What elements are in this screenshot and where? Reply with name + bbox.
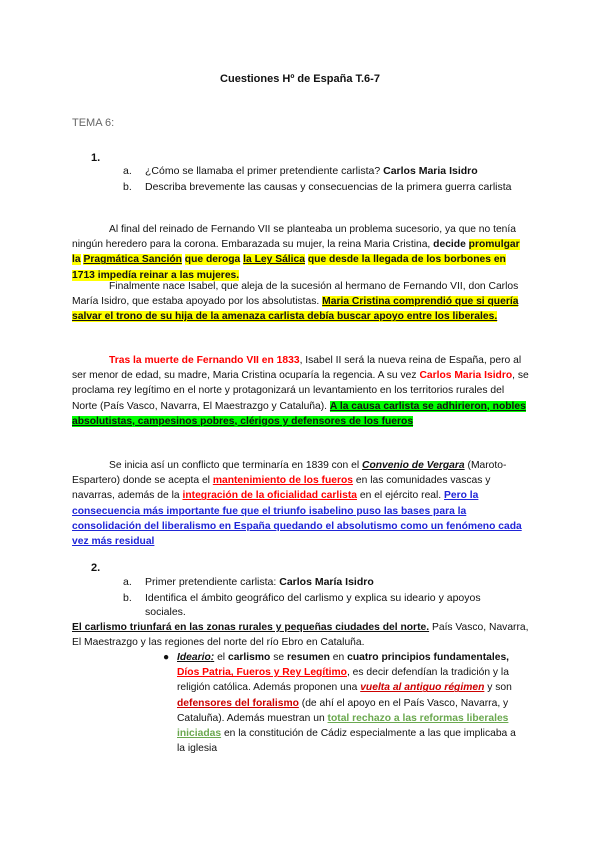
question-2b bbox=[123, 591, 523, 619]
p3-text-2: , se proclama rey legítimo en el norte y protagonizará un levantamiento en los territorios rurales del Norte (País Vasco, Navarra, El Maestrazgo y Cataluña). bbox=[72, 370, 529, 412]
ideario-el: el bbox=[217, 652, 226, 663]
page-title: Cuestiones Hº de España T.6-7 bbox=[220, 73, 380, 85]
bullet-icon: ● bbox=[163, 652, 170, 663]
question-2a-text: Primer pretendiente carlista: bbox=[145, 576, 277, 588]
ideario-colon: : bbox=[210, 652, 215, 663]
p3-red-text: Tras la muerte de Fernando VII en 1833 bbox=[109, 355, 300, 366]
ideario-en: en bbox=[332, 652, 345, 663]
p1-ley-salica: la Ley Sálica bbox=[243, 254, 305, 266]
p1-decide: decide bbox=[433, 239, 466, 251]
question-1b bbox=[123, 180, 523, 194]
p5-bold-text: El carlismo triunfará en las zonas rurales y pequeñas ciudades del norte. bbox=[72, 622, 430, 633]
ideario-carlismo: carlismo bbox=[227, 652, 271, 663]
p4-convenio-de-vergara: Convenio de Vergara bbox=[362, 460, 465, 471]
question-1a-text: ¿Cómo se llamaba el primer pretendiente carlista? bbox=[145, 165, 381, 177]
p4-mantenimiento-fueros: mantenimiento de los fueros bbox=[212, 475, 354, 487]
ideario-vuelta-antiguo-regimen: vuelta al antiguo régimen bbox=[360, 682, 485, 694]
p3-carlos-maria-isidro: Carlos Maria Isidro bbox=[419, 370, 513, 382]
paragraph-2 bbox=[72, 279, 530, 325]
p4-text-2: (Maroto-Espartero) donde se acepta el bbox=[72, 460, 507, 487]
p3-green-highlight: A la causa carlista se adhirieron, nobles absolutistas, campesinos pobres, clérigos y defensores de los fueros bbox=[72, 400, 526, 427]
p5-text: País Vasco, Navarra, El Maestrazgo y las regiones del norte del río Ebro en Cataluña. bbox=[72, 622, 529, 649]
ideario-se: se bbox=[273, 652, 285, 663]
p4-text: Se inicia así un conflicto que terminaría en 1839 con el bbox=[109, 460, 360, 471]
list-marker: b. bbox=[123, 592, 132, 604]
ideario-text-3: en la constitución de Cádiz especialmente a las que implicaba a la iglesia bbox=[177, 728, 516, 755]
p2-text: Finalmente nace Isabel, que aleja de la sucesión al hermano de Fernando VII, don Carlos María Isidro, que estaba apoyado por los absolutistas. bbox=[72, 281, 519, 308]
p1-que-deroga: que deroga bbox=[184, 254, 241, 266]
p1-la: la bbox=[72, 254, 81, 266]
ideario-resumen: resumen bbox=[286, 652, 330, 663]
question-2a bbox=[123, 575, 523, 589]
ideario-dios-patria: Díos Patria, Fueros y Rey Legítimo bbox=[177, 667, 347, 679]
question-2-number: 2. bbox=[91, 562, 101, 574]
p3-text: , Isabel II será la nueva reina de España, pero al ser menor de edad, su madre, Maria Cristina ocuparía la regencia. A su vez bbox=[72, 355, 522, 382]
p1-promulgar: promulgar bbox=[468, 239, 520, 251]
p1-highlight-text: que desde la llegada de los borbones en 1713 impedía reinar a las mujeres. bbox=[72, 254, 506, 281]
ideario-text: , es decir defendían la tradición y la religión católica. Además proponen una bbox=[177, 667, 509, 694]
p2-highlight-text: Maria Cristina comprendió que si quería salvar el trono de su hija de la amenaza carlista debía buscar apoyo entre los liberales. bbox=[72, 296, 519, 323]
p4-integracion-oficialidad: integración de la oficialidad carlista bbox=[182, 490, 358, 502]
ideario-y-son: y son bbox=[487, 682, 512, 694]
section-heading-tema-6: TEMA 6: bbox=[72, 117, 115, 129]
list-marker: a. bbox=[123, 165, 132, 177]
question-1b-text: Describa brevemente las causas y consecuencias de la primera guerra carlista bbox=[145, 181, 512, 193]
p4-text-3: en las comunidades vascas y navarras, además de la bbox=[72, 475, 491, 502]
question-1a bbox=[123, 164, 523, 178]
p4-blue-conclusion: Pero la consecuencia más importante fue que el triunfo isabelino puso las bases para la consolidación del liberalismo en España quedando el absolutismo como un fenómeno cada vez más residual bbox=[72, 490, 522, 548]
ideario-defensores-foralismo: defensores del foralismo bbox=[177, 697, 299, 709]
bullet-ideario bbox=[163, 650, 522, 756]
ideario-label: Ideario bbox=[177, 652, 211, 663]
question-2b-text: Identifica el ámbito geográfico del carlismo y explica su ideario y apoyos sociales. bbox=[145, 592, 481, 618]
paragraph-5 bbox=[72, 620, 530, 650]
question-1a-answer: Carlos Maria Isidro bbox=[383, 165, 478, 177]
p4-text-4: en el ejército real. bbox=[359, 490, 442, 502]
p1-text: Al final del reinado de Fernando VII se planteaba un problema sucesorio, ya que no tenía ningún heredero para la corona. Embarazada su mujer, la reina Maria Cristina, bbox=[72, 224, 516, 251]
paragraph-4 bbox=[72, 458, 530, 549]
ideario-text-2: (de ahí el apoyo en el País Vasco, Navarra, y Cataluña). Además muestran un bbox=[177, 697, 509, 724]
ideario-rechazo-reformas: total rechazo a las reformas liberales iniciadas bbox=[177, 712, 509, 740]
list-marker: b. bbox=[123, 181, 132, 193]
paragraph-3 bbox=[72, 353, 530, 429]
question-2a-answer: Carlos María Isidro bbox=[279, 576, 374, 588]
p1-pragmatica-sancion: Pragmática Sanción bbox=[83, 254, 182, 266]
paragraph-1 bbox=[72, 222, 530, 283]
ideario-principios: cuatro principios fundamentales, bbox=[347, 652, 510, 663]
question-1-number: 1. bbox=[91, 152, 101, 164]
list-marker: a. bbox=[123, 576, 132, 588]
